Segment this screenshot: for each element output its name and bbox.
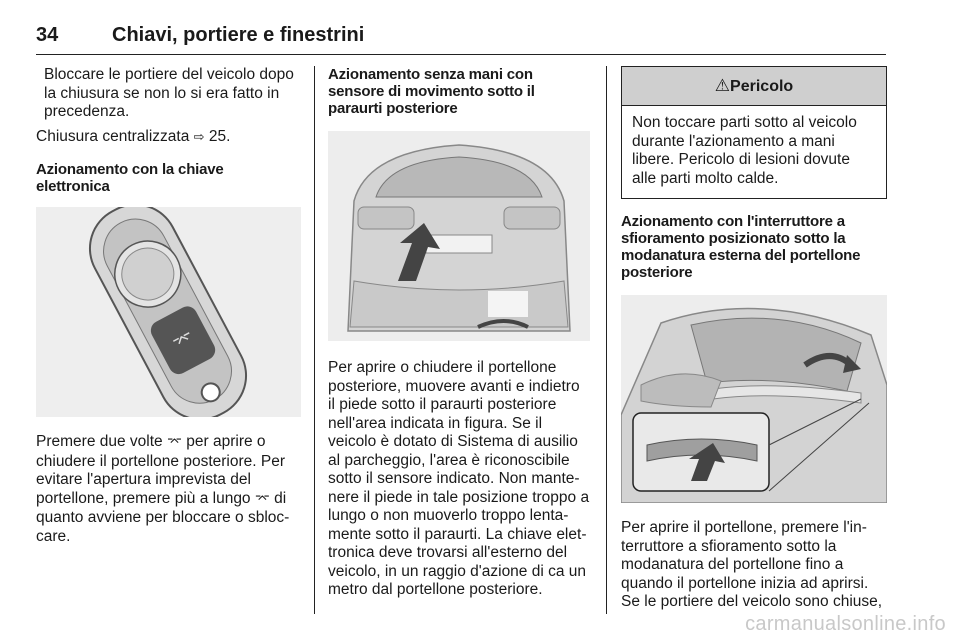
instruction-part-3: di quanto avviene per bloccare o sbloccare. bbox=[36, 489, 290, 545]
section-heading-touch-switch: Azionamento con l'interruttore a sfioramento posizionato sotto la modanatura esterna del portellone posteriore bbox=[621, 213, 861, 281]
central-lock-text: Chiusura centralizzata bbox=[36, 127, 190, 145]
warning-triangle-icon: ⚠ bbox=[714, 76, 731, 96]
page-number: 34 bbox=[36, 24, 59, 46]
section-heading-electronic-key: Azionamento con la chiave elettronica bbox=[36, 161, 224, 195]
electronic-key-instructions bbox=[36, 433, 301, 546]
chapter-title: Chiavi, portiere e finestrini bbox=[112, 24, 365, 46]
column-left bbox=[36, 66, 301, 556]
central-lock-reference[interactable] bbox=[36, 128, 301, 148]
watermark: carmanualsonline.info bbox=[745, 613, 946, 635]
svg-text:⌤: ⌤ bbox=[169, 326, 198, 355]
tailgate-icon-2: ⌤ bbox=[254, 491, 270, 507]
danger-warning-box bbox=[621, 66, 887, 199]
page-header bbox=[36, 20, 886, 55]
warning-title: Pericolo bbox=[730, 78, 794, 95]
tailgate-icon: ⌤ bbox=[166, 435, 182, 450]
rear-car-sensor-illustration bbox=[328, 131, 590, 341]
instruction-part-1: Premere due volte bbox=[36, 433, 163, 450]
intro-paragraph: Bloccare le portiere del veicolo dopo la chiusura se non lo si era fatto in precedenza. bbox=[44, 66, 294, 120]
electronic-key-illustration bbox=[36, 207, 301, 417]
column-right bbox=[621, 66, 887, 622]
hands-free-instructions: Per aprire o chiudere il portellone posteriore, muovere avanti e indietro il piede sotto il paraurti posteriore nell'area indicata in figura. Se il veicolo è dotato di Sistema di ausilio al parcheggio, l'area è riconoscibile sotto il sensore indicato. Non mantenere il piede in tale posizione troppo a lungo o non muoverlo troppo lentamente sotto il paraurti. La chiave elettronica deve trovarsi all'esterno del veicolo, in un raggio d'azione di ca un metro dal portellone posteriore. bbox=[328, 359, 590, 598]
column-divider-1 bbox=[314, 66, 315, 614]
touch-switch-instructions: Per aprire il portellone, premere l'interruttore a sfioramento sotto la modanatura del portellone fino a quando il portellone inizia ad aprirsi. Se le portiere del veicolo sono chiuse, bbox=[621, 519, 883, 610]
page-ref-arrow-icon: ⇨ bbox=[193, 129, 205, 145]
warning-header bbox=[622, 67, 886, 106]
warning-body: Non toccare parti sotto al veicolo durante l'azionamento a mani libere. Pericolo di lesioni dovute alle parti molto calde. bbox=[632, 114, 857, 187]
central-lock-page: 25. bbox=[208, 127, 231, 145]
tailgate-switch-illustration bbox=[621, 295, 887, 503]
instruction-part-2: per aprire o chiudere il portellone posteriore. Per evitare l'apertura imprevista del portellone, premere più a lungo bbox=[36, 433, 285, 507]
column-divider-2 bbox=[606, 66, 607, 614]
column-middle bbox=[328, 66, 590, 610]
section-heading-hands-free: Azionamento senza mani con sensore di movimento sotto il paraurti posteriore bbox=[328, 66, 535, 117]
